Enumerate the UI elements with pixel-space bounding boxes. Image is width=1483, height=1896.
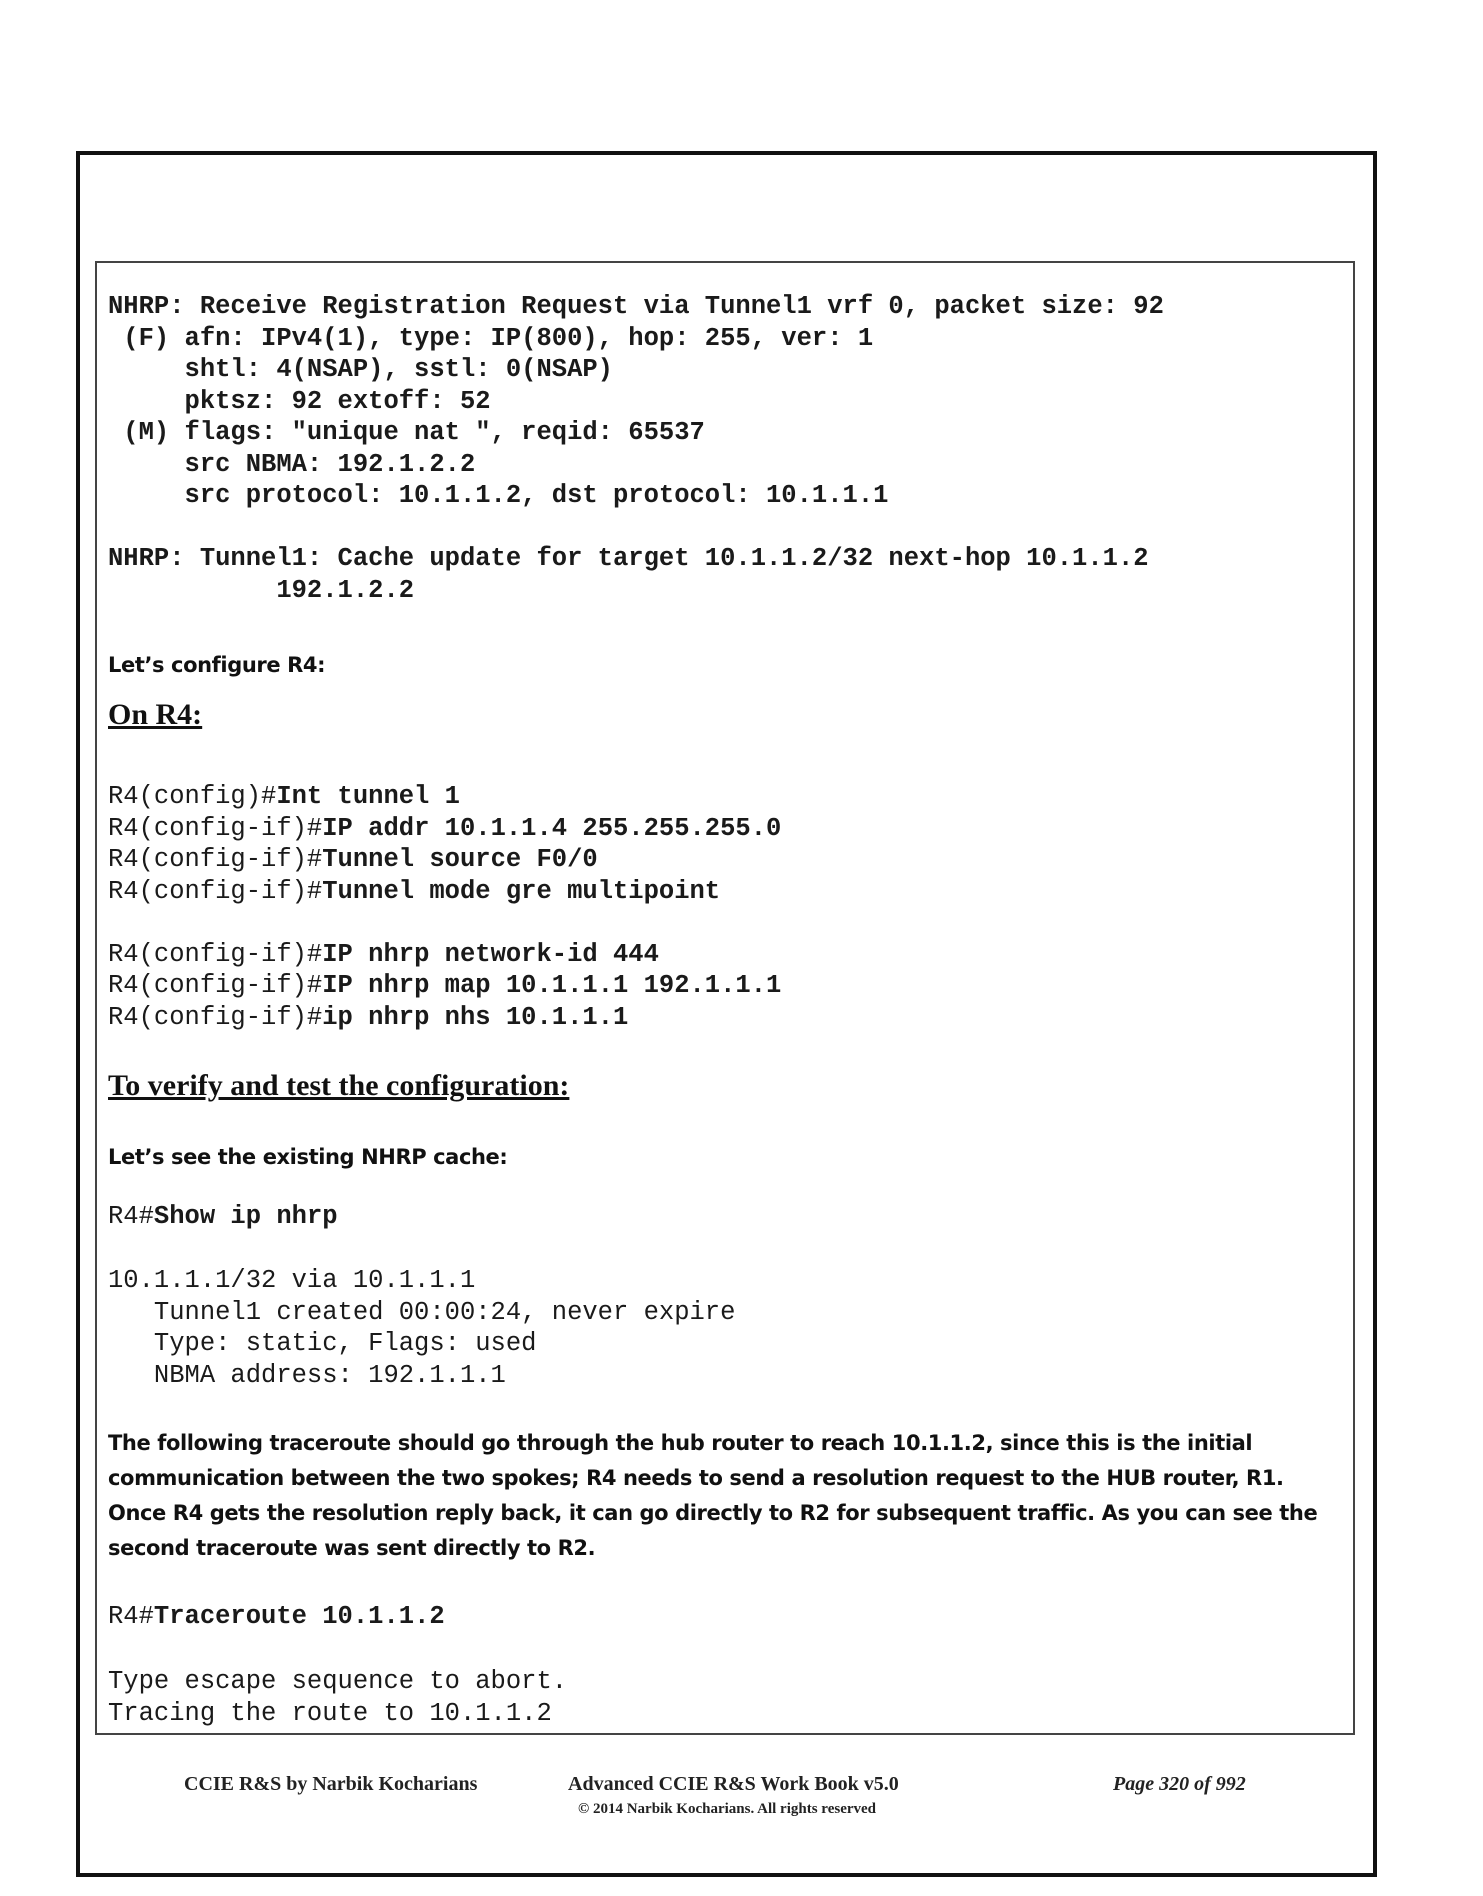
debug-line: (F) afn: IPv4(1), type: IP(800), hop: 255, ver: 1 bbox=[108, 323, 874, 353]
show-ip-nhrp-output bbox=[108, 1265, 735, 1391]
cli-prompt: R4(config-if)# bbox=[108, 939, 323, 969]
footer-book-title: Advanced CCIE R&S Work Book v5.0 bbox=[568, 1773, 899, 1795]
cli-prompt: R4# bbox=[108, 1602, 154, 1631]
config-line bbox=[108, 1002, 781, 1034]
debug-line: NHRP: Tunnel1: Cache update for target 10.1.1.2/32 next-hop 10.1.1.2 bbox=[108, 544, 1149, 573]
config-line bbox=[108, 970, 781, 1002]
footer-page-number: Page 320 of 992 bbox=[1113, 1773, 1246, 1795]
section-heading-on-r4: On R4: bbox=[108, 698, 203, 731]
footer-copyright: © 2014 Narbik Kocharians. All rights reserved bbox=[578, 1801, 877, 1817]
cli-prompt: R4(config-if)# bbox=[108, 813, 323, 843]
paragraph-line: The following traceroute should go through the hub router to reach 10.1.1.2, since this is the initial bbox=[108, 1431, 1253, 1455]
debug-line: 192.1.2.2 bbox=[108, 575, 415, 605]
section-heading-verify: To verify and test the configuration: bbox=[108, 1069, 570, 1102]
intro-text: Let’s configure R4: bbox=[108, 653, 326, 677]
debug-line: src NBMA: 192.1.2.2 bbox=[108, 449, 476, 479]
config-line bbox=[108, 876, 781, 908]
output-line: Type: static, Flags: used bbox=[108, 1329, 537, 1358]
config-line bbox=[108, 781, 781, 813]
debug-line: pktsz: 92 extoff: 52 bbox=[108, 386, 491, 416]
cli-command: ip nhrp nhs 10.1.1.1 bbox=[322, 1002, 629, 1032]
paragraph-line: second traceroute was sent directly to R2. bbox=[108, 1536, 596, 1560]
debug-line: src protocol: 10.1.1.2, dst protocol: 10.1.1.1 bbox=[108, 481, 889, 510]
cli-command: Traceroute 10.1.1.2 bbox=[153, 1602, 445, 1631]
traceroute-output bbox=[108, 1666, 567, 1729]
cli-prompt: R4(config-if)# bbox=[108, 845, 323, 874]
r4-config-block bbox=[108, 781, 781, 1033]
cli-command: IP addr 10.1.1.4 255.255.255.0 bbox=[322, 813, 782, 843]
cli-prompt: R4(config-if)# bbox=[108, 876, 323, 906]
cli-prompt: R4# bbox=[108, 1202, 154, 1231]
cli-command: Show ip nhrp bbox=[153, 1202, 338, 1231]
output-line: 10.1.1.1/32 via 10.1.1.1 bbox=[108, 1266, 476, 1295]
config-line bbox=[108, 844, 781, 876]
cli-command: Int tunnel 1 bbox=[276, 782, 460, 811]
footer-author: CCIE R&S by Narbik Kocharians bbox=[184, 1773, 478, 1795]
cache-intro-text: Let’s see the existing NHRP cache: bbox=[108, 1145, 508, 1169]
cli-prompt: R4(config-if)# bbox=[108, 1002, 323, 1032]
cli-prompt: R4(config-if)# bbox=[108, 971, 323, 1000]
debug-line: (M) flags: "unique nat ", reqid: 65537 bbox=[108, 418, 705, 447]
debug-line: NHRP: Receive Registration Request via Tunnel1 vrf 0, packet size: 92 bbox=[108, 292, 1164, 321]
cli-command: Tunnel mode gre multipoint bbox=[322, 876, 721, 906]
cli-prompt: R4(config)# bbox=[108, 782, 277, 811]
output-line: Tracing the route to 10.1.1.2 bbox=[108, 1698, 552, 1728]
cli-command: Tunnel source F0/0 bbox=[322, 845, 598, 874]
debug-output-block bbox=[108, 291, 1164, 606]
output-line: Tunnel1 created 00:00:24, never expire bbox=[108, 1297, 736, 1327]
show-ip-nhrp-command bbox=[108, 1201, 338, 1233]
config-line bbox=[108, 939, 781, 971]
output-line: NBMA address: 192.1.1.1 bbox=[108, 1360, 506, 1390]
cli-command: IP nhrp map 10.1.1.1 192.1.1.1 bbox=[322, 971, 782, 1000]
traceroute-explanation bbox=[108, 1426, 1343, 1566]
debug-line: shtl: 4(NSAP), sstl: 0(NSAP) bbox=[108, 355, 613, 384]
paragraph-line: communication between the two spokes; R4 needs to send a resolution request to the HUB router, R1. bbox=[108, 1466, 1284, 1490]
cli-command: IP nhrp network-id 444 bbox=[322, 939, 659, 969]
config-line bbox=[108, 813, 781, 845]
output-line: Type escape sequence to abort. bbox=[108, 1667, 568, 1696]
config-spacer bbox=[108, 907, 781, 939]
traceroute-command bbox=[108, 1601, 445, 1633]
debug-line-blank bbox=[108, 512, 1164, 544]
paragraph-line: Once R4 gets the resolution reply back, it can go directly to R2 for subsequent traffic. As you can see the bbox=[108, 1501, 1318, 1525]
content-frame bbox=[95, 261, 1355, 1735]
